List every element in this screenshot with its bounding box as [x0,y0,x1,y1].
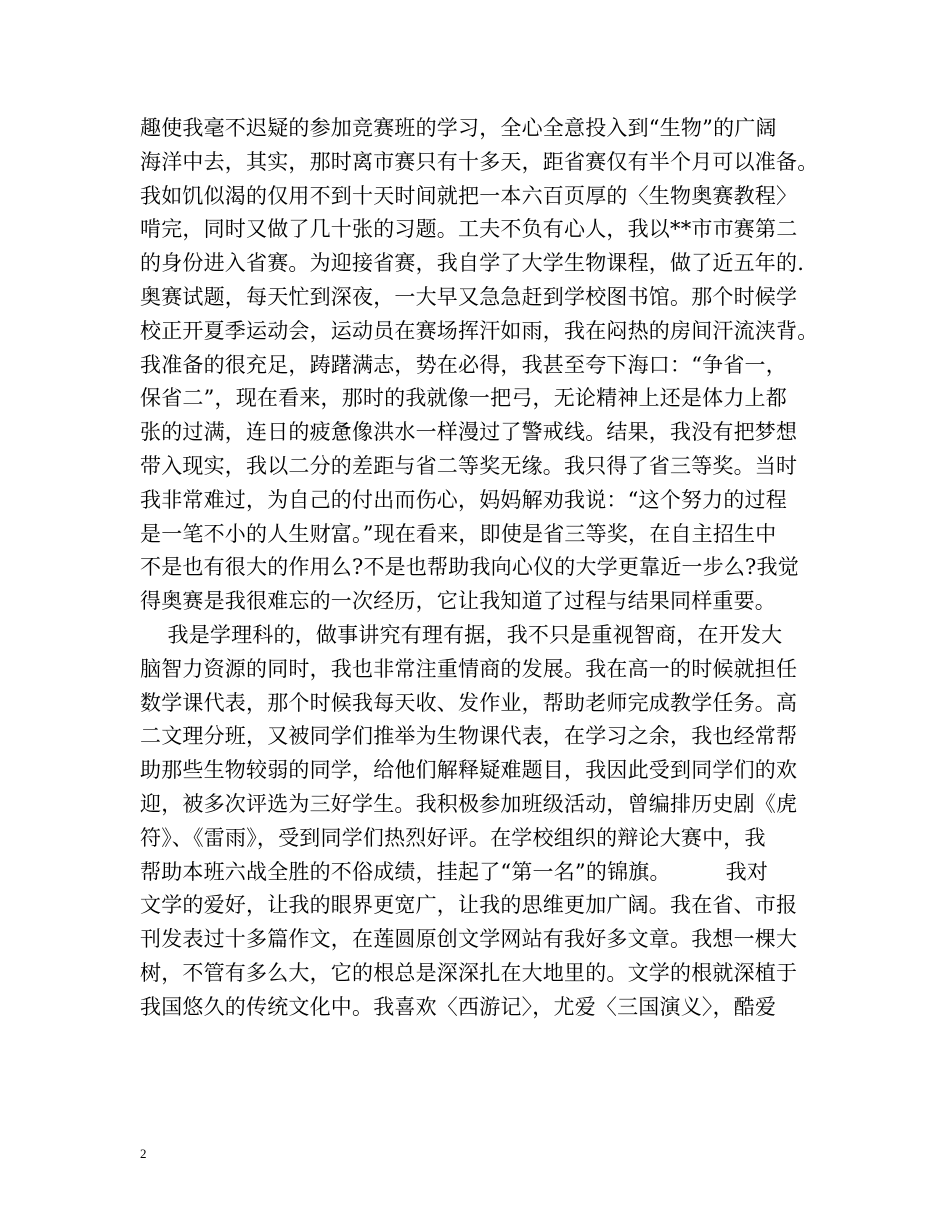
text-line: 脑智力资源的同时，我也非常注重情商的发展。我在高一的时候就担任 [140,656,798,681]
text-line: 我准备的很充足，踌躇满志，势在必得，我甚至夸下海口：“争省一， [140,352,787,377]
text-line: 不是也有很大的作用么?不是也帮助我向心仪的大学更靠近一步么?我觉 [140,555,799,580]
text-line: 符》、《雷雨》，受到同学们热烈好评。在学校组织的辩论大赛中，我 [140,825,766,850]
text-line: 奥赛试题，每天忙到深夜，一大早又急急赶到学校图书馆。那个时候学 [140,284,798,309]
text-line: 数学课代表，那个时候我每天收、发作业，帮助老师完成教学任务。高 [140,690,798,715]
text-line: 迎，被多次评选为三好学生。我积极参加班级活动，曾编排历史剧《虎 [140,791,798,816]
text-line: 啃完，同时又做了几十张的习题。工夫不负有心人，我以**市市赛第二 [140,217,798,242]
text-line: 文学的爱好，让我的眼界更宽广，让我的思维更加广阔。我在省、市报 [140,893,798,918]
text-line: 校正开夏季运动会，运动员在赛场挥汗如雨，我在闷热的房间汗流浃背。 [140,318,819,343]
text-line: 趣使我毫不迟疑的参加竞赛班的学习，全心全意投入到“生物”的广阔 [140,116,777,140]
text-line: 树，不管有多么大，它的根总是深深扎在大地里的。文学的根就深植于 [140,960,798,985]
text-line: 保省二”，现在看来，那时的我就像一把弓，无论精神上还是体力上都 [140,386,787,411]
body-text [140,112,840,1025]
text-line: 张的过满，连日的疲惫像洪水一样漫过了警戒线。结果，我没有把梦想 [140,420,798,445]
text-line: 我非常难过，为自己的付出而伤心，妈妈解劝我说：“这个努力的过程 [140,487,787,512]
page-number: 2 [140,1146,147,1161]
text-line: 助那些生物较弱的同学，给他们解释疑难题目，我因此受到同学们的欢 [140,758,798,783]
text-line: 我如饥似渴的仅用不到十天时间就把一本六百页厚的〈生物奥赛教程〉 [140,183,798,208]
text-line: 带入现实，我以二分的差距与省二等奖无缘。我只得了省三等奖。当时 [140,453,798,478]
text-line: 得奥赛是我很难忘的一次经历，它让我知道了过程与结果同样重要。 [140,589,776,614]
text-line: 的身份进入省赛。为迎接省赛，我自学了大学生物课程，做了近五年的. [140,251,805,276]
text-line: 二文理分班，又被同学们推举为生物课代表，在学习之余，我也经常帮 [140,724,798,749]
text-line: 刊发表过十多篇作文，在莲圆原创文学网站有我好多文章。我想一棵大 [140,927,798,952]
text-line: 帮助本班六战全胜的不俗成绩，挂起了“第一名”的锦旗。 我对 [140,859,769,884]
paragraph-start-line: 我是学理科的，做事讲究有理有据，我不只是重视智商，在开发大 [140,622,783,647]
text-line: 是一笔不小的人生财富。”现在看来，即使是省三等奖，在自主招生中 [140,521,777,546]
text-line: 海洋中去，其实，那时离市赛只有十多天，距省赛仅有半个月可以准备。 [140,149,819,174]
text-line: 我国悠久的传统文化中。我喜欢〈西游记〉，尤爱〈三国演义〉，酷爱 [140,994,777,1019]
